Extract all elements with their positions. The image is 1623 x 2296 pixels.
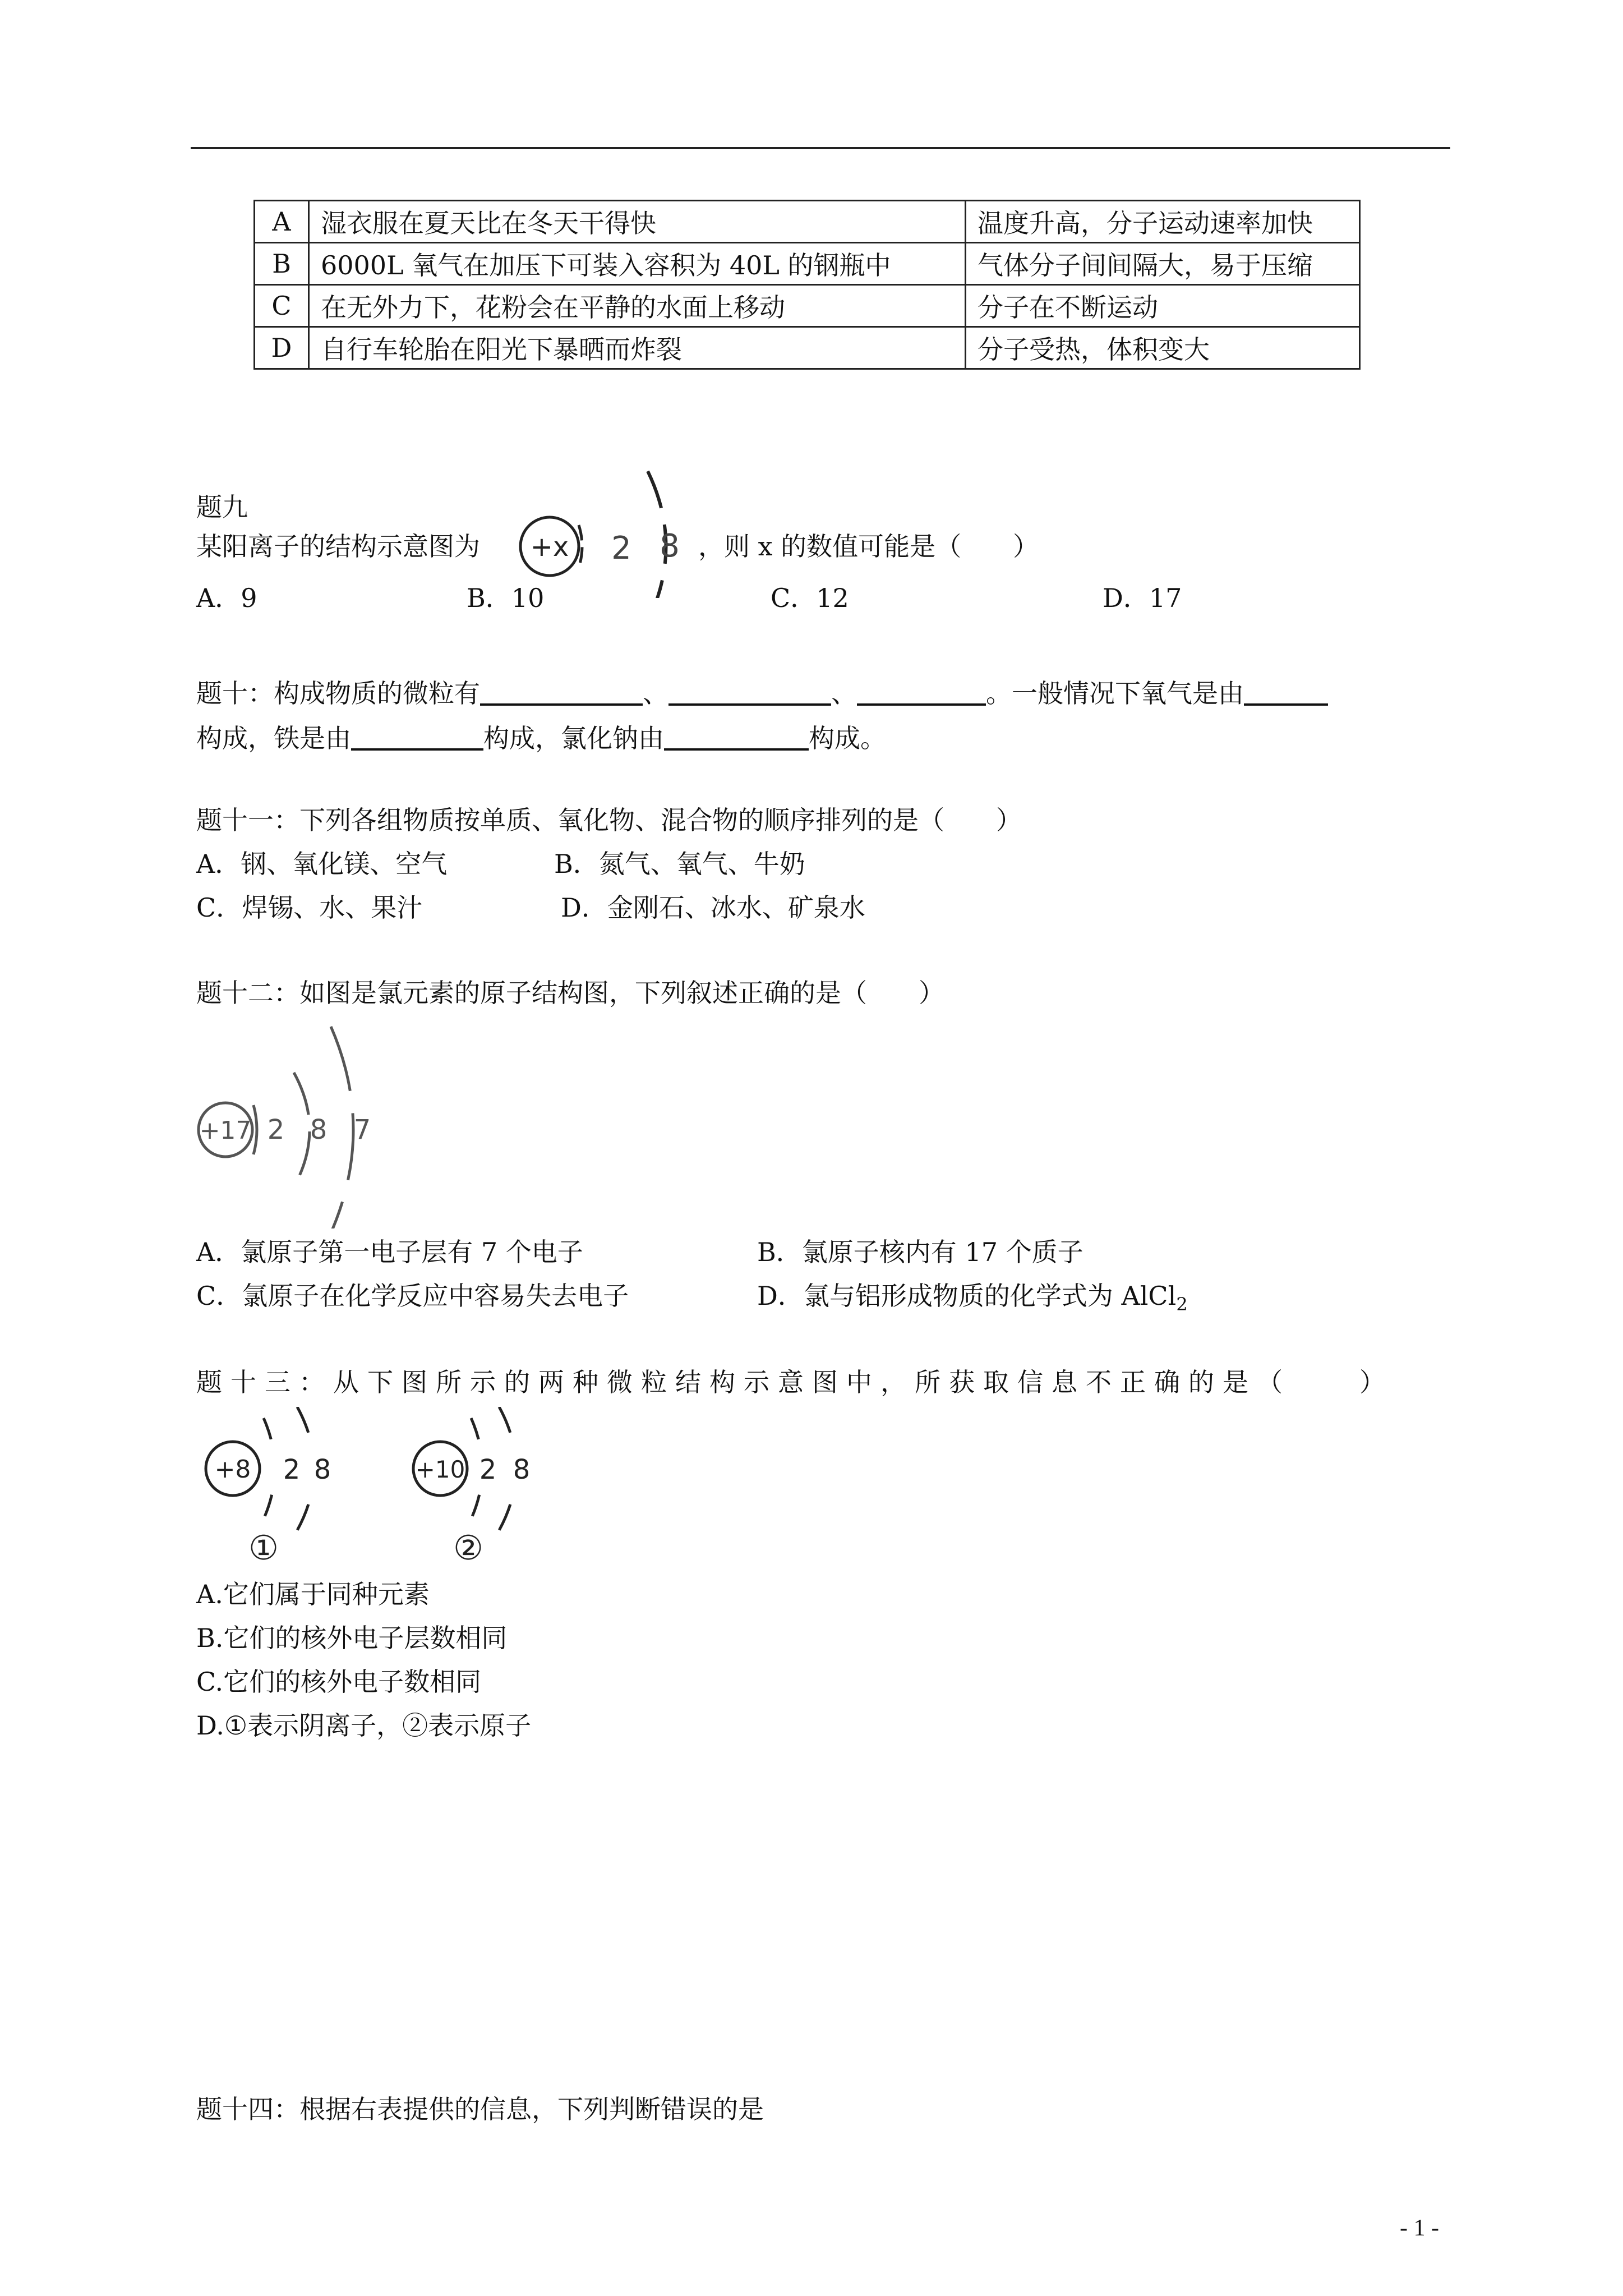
- q9-option-b: B．10: [467, 583, 545, 613]
- row-explanation: 气体分子间间隔大，易于压缩: [966, 243, 1360, 285]
- row-key: B: [255, 243, 309, 285]
- q9-option-c: C．12: [771, 583, 849, 613]
- q13-option-a: A.它们属于同种元素: [196, 1579, 430, 1609]
- row-key: D: [255, 327, 309, 369]
- q10-text: 构成，氯化钠由: [483, 723, 664, 753]
- q14-stem: 题十四：根据右表提供的信息，下列判断错误的是: [196, 2094, 764, 2124]
- page-number: - 1 -: [1400, 2215, 1439, 2241]
- row-explanation: 分子在不断运动: [966, 285, 1360, 327]
- answer-blank: [668, 681, 831, 706]
- q12-option-d: [757, 1279, 1188, 1321]
- q13-option-c: C.它们的核外电子数相同: [196, 1667, 482, 1697]
- q13-diagram-2: [404, 1407, 589, 1575]
- q10-text: 构成，铁是由: [196, 723, 351, 753]
- table-row: [255, 201, 1360, 243]
- row-explanation: 分子受热，体积变大: [966, 327, 1360, 369]
- nucleus-label: +8: [214, 1455, 251, 1484]
- q9-option-a: A．9: [196, 583, 257, 613]
- row-explanation: 温度升高，分子运动速率加快: [966, 201, 1360, 243]
- shell-count: 8: [660, 528, 680, 564]
- q9-ion-diagram: [516, 463, 690, 598]
- answer-blank: [857, 681, 986, 706]
- table-row: [255, 243, 1360, 285]
- q12-stem: 题十二：如图是氯元素的原子结构图，下列叙述正确的是（ ）: [196, 978, 944, 1008]
- q10-text: 、: [643, 678, 668, 708]
- q10-line-2: [196, 721, 886, 755]
- shell-arc: [294, 1073, 310, 1187]
- q13-stem: 题十三：从下图所示的两种微粒结构示意图中，所获取信息不正确的是（ ）: [196, 1367, 1394, 1397]
- nucleus-label: +x: [530, 531, 569, 563]
- answer-blank: [480, 681, 643, 706]
- q10-text: 题十：构成物质的微粒有: [196, 678, 480, 708]
- q10-line-1: [196, 677, 1328, 710]
- nucleus-label: +17: [199, 1116, 252, 1145]
- row-key: C: [255, 285, 309, 327]
- row-phenomenon: 在无外力下，花粉会在平静的水面上移动: [309, 285, 966, 327]
- q9-stem-before: 某阳离子的结构示意图为: [196, 531, 480, 562]
- shell-count: 2: [479, 1454, 497, 1485]
- q12-chlorine-atom-diagram: [191, 1021, 381, 1228]
- answer-blank: [351, 726, 483, 751]
- table-row: [255, 285, 1360, 327]
- q11-stem: 题十一：下列各组物质按单质、氧化物、混合物的顺序排列的是（ ）: [196, 805, 1022, 835]
- q9-stem-after: ，则 x 的数值可能是（ ）: [698, 531, 1039, 562]
- nucleus-label: +10: [415, 1456, 465, 1483]
- shell-count: 8: [310, 1114, 328, 1145]
- shell-count: 7: [353, 1114, 371, 1145]
- q11-option-a: A．钢、氧化镁、空气: [196, 849, 448, 879]
- q12-option-b: B．氯原子核内有 17 个质子: [757, 1237, 1083, 1267]
- q9-option-d: D．17: [1103, 583, 1182, 613]
- row-phenomenon: 湿衣服在夏天比在冬天干得快: [309, 201, 966, 243]
- q11-option-d: D．金刚石、冰水、矿泉水: [561, 892, 865, 923]
- table-row: [255, 327, 1360, 369]
- row-key: A: [255, 201, 309, 243]
- q9-title: 题九: [196, 492, 248, 522]
- shell-count: 2: [611, 530, 631, 567]
- q12-option-a: A．氯原子第一电子层有 7 个电子: [196, 1237, 583, 1267]
- q10-text: 、: [831, 678, 857, 708]
- q12-option-c: C．氯原子在化学反应中容易失去电子: [196, 1281, 629, 1311]
- explanation-table: [253, 200, 1361, 370]
- q13-diagram-1: [196, 1407, 381, 1575]
- q10-text: 构成。: [809, 723, 886, 753]
- q10-text: 。一般情况下氧气是由: [986, 678, 1244, 708]
- shell-count: 2: [283, 1454, 301, 1485]
- shell-count: 8: [313, 1454, 331, 1485]
- q11-option-b: B．氮气、氧气、牛奶: [554, 849, 805, 879]
- diagram-label: ①: [248, 1529, 279, 1568]
- q13-option-d: D.①表示阴离子，②表示原子: [196, 1710, 532, 1741]
- row-phenomenon: 6000L 氧气在加压下可装入容积为 40L 的钢瓶中: [309, 243, 966, 285]
- answer-blank: [1244, 681, 1328, 706]
- q12-option-d-subscript: 2: [1176, 1294, 1188, 1315]
- answer-blank: [664, 726, 809, 751]
- shell-count: 8: [513, 1454, 531, 1485]
- diagram-label: ②: [453, 1529, 483, 1568]
- row-phenomenon: 自行车轮胎在阳光下暴晒而炸裂: [309, 327, 966, 369]
- q11-option-c: C．焊锡、水、果汁: [196, 892, 423, 923]
- shell-arc: [331, 1027, 353, 1228]
- header-rule: [191, 147, 1450, 149]
- q13-option-b: B.它们的核外电子层数相同: [196, 1623, 508, 1653]
- shell-count: 2: [267, 1114, 285, 1145]
- q12-option-d-text: D．氯与铝形成物质的化学式为 AlCl: [757, 1281, 1177, 1311]
- shell-arc: [253, 1105, 257, 1154]
- shell-arc: [264, 1418, 275, 1519]
